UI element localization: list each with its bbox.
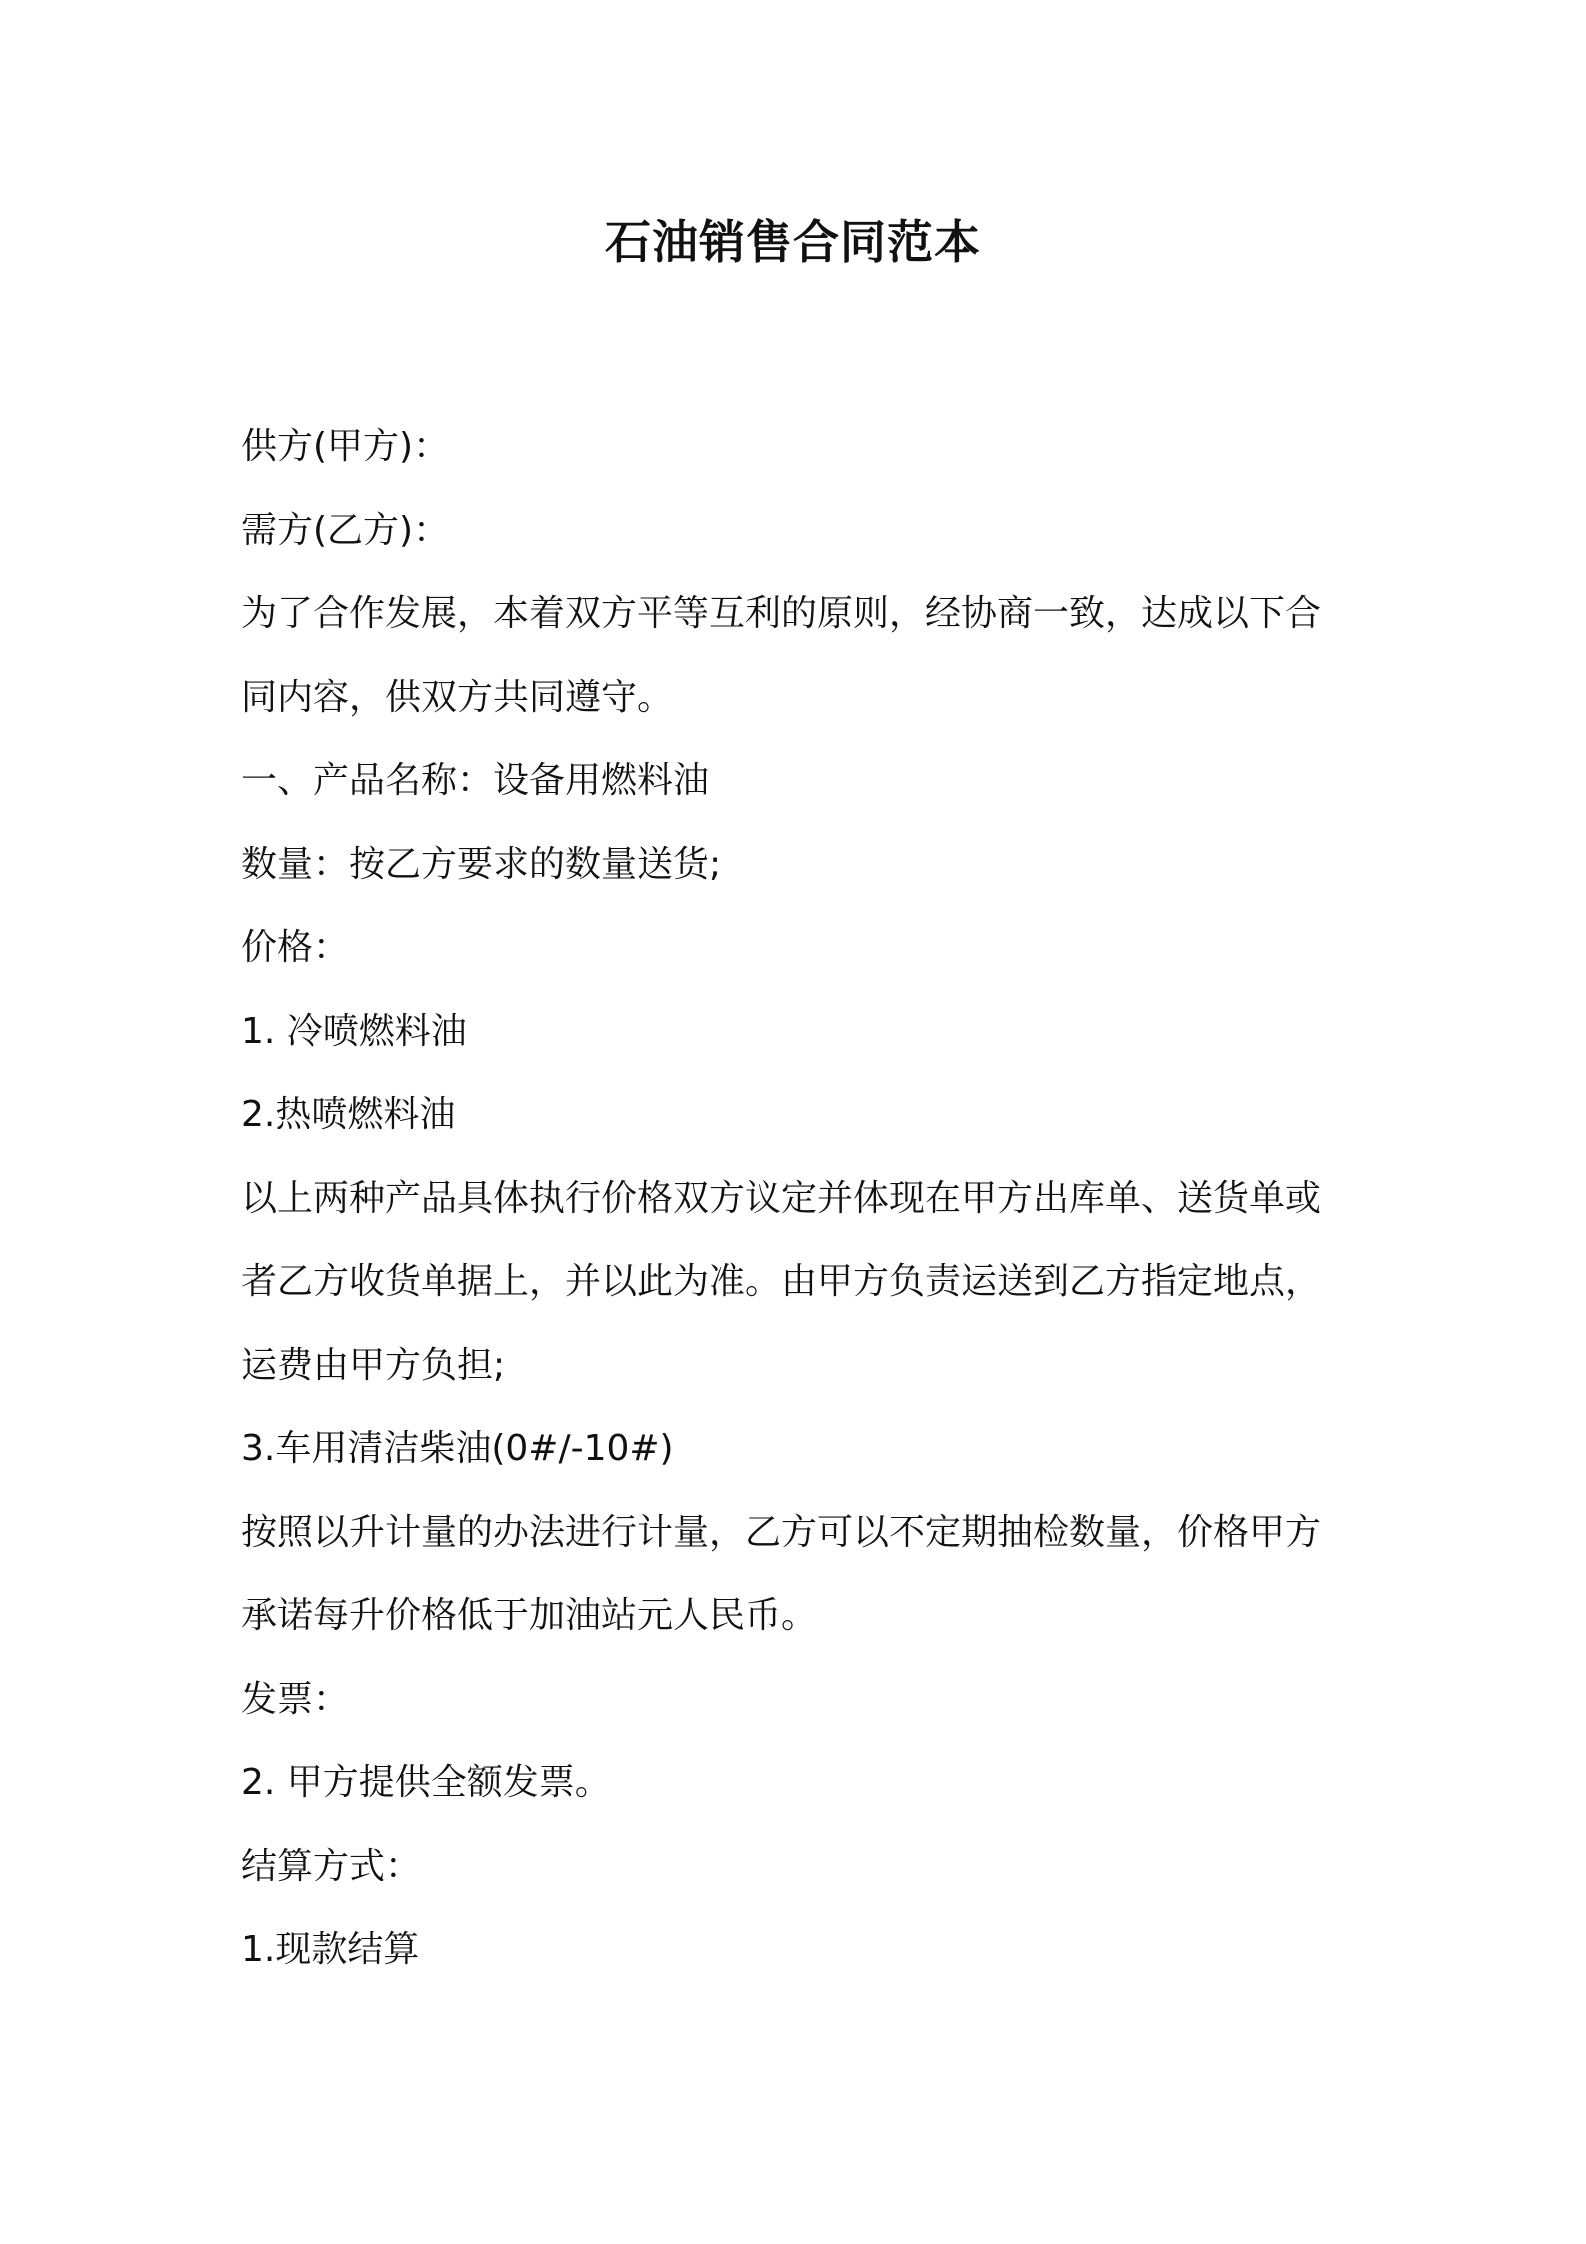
invoice-heading: 发票： bbox=[241, 1678, 350, 1720]
intro-line-1: 为了合作发展，本着双方平等互利的原则，经协商一致，达成以下合 bbox=[241, 593, 1322, 634]
price-terms-line-1: 以上两种产品具体执行价格双方议定并体现在甲方出库单、送货单或 bbox=[241, 1177, 1322, 1219]
price-terms-line-2: 者乙方收货单据上，并以此为准。由甲方负责运送到乙方指定地点， bbox=[241, 1261, 1322, 1302]
price-item-2: 2.热喷燃料油 bbox=[241, 1094, 456, 1135]
price-item-3: 3.车用清洁柴油(0#/-10#) bbox=[241, 1428, 674, 1469]
invoice-item: 2. 甲方提供全额发票。 bbox=[241, 1762, 611, 1803]
diesel-terms-line-2: 承诺每升价格低于加油站元人民币。 bbox=[241, 1595, 818, 1636]
document-title: 石油销售合同范本 bbox=[605, 215, 981, 269]
quantity-line: 数量：按乙方要求的数量送货; bbox=[241, 843, 722, 885]
price-item-1: 1. 冷喷燃料油 bbox=[241, 1010, 467, 1052]
intro-line-2: 同内容，供双方共同遵守。 bbox=[241, 676, 674, 718]
product-name-line: 一、产品名称：设备用燃料油 bbox=[241, 760, 710, 801]
diesel-terms-line-1: 按照以升计量的办法进行计量，乙方可以不定期抽检数量，价格甲方 bbox=[241, 1511, 1322, 1553]
supplier-line: 供方(甲方)： bbox=[241, 426, 450, 467]
price-heading: 价格： bbox=[241, 927, 350, 968]
price-terms-line-3: 运费由甲方负担; bbox=[241, 1344, 506, 1386]
buyer-line: 需方(乙方)： bbox=[241, 509, 450, 551]
document-body bbox=[241, 405, 1361, 1992]
settlement-heading: 结算方式： bbox=[241, 1845, 422, 1887]
settlement-item-1: 1.现款结算 bbox=[241, 1929, 420, 1970]
